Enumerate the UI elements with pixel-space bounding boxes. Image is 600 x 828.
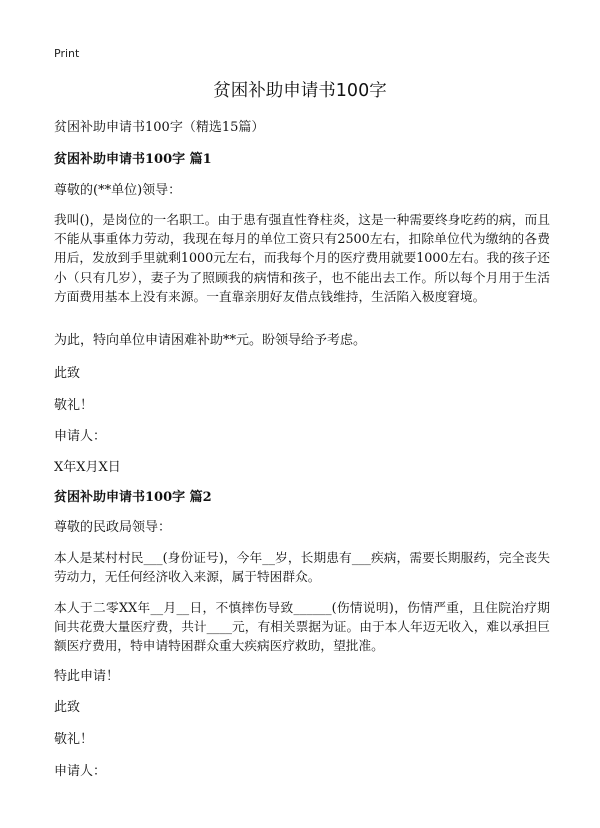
section-1-request: 为此，特向单位申请困难补助**元。盼领导给予考虑。 <box>54 333 367 348</box>
section-1-closing-1: 此致 <box>54 366 81 381</box>
section-1-salutation: 尊敬的(**单位)领导： <box>54 183 182 198</box>
page-title: 贫困补助申请书100字 <box>213 81 387 101</box>
section-2-body-2: 本人于二零XX年__月__日，不慎摔伤导致______(伤情说明)，伤情严重，且住院治疗期间共花费大量医疗费，共计____元，有相关票据为证。由于本人年迈无收入，难以承担巨额医疗费用，特申请特困群众重大疾病医疗救助，望批准。 <box>54 600 550 654</box>
section-2-applicant: 申请人： <box>54 764 107 779</box>
section-2-body-1: 本人是某村村民___(身份证号)，今年__岁，长期患有___疾病，需要长期服药，完全丧失劳动力，无任何经济收入来源，属于特困群众。 <box>54 550 550 585</box>
print-label[interactable]: Print <box>54 47 80 60</box>
section-1-heading: 贫困补助申请书100字 篇1 <box>54 152 212 167</box>
subtitle: 贫困补助申请书100字（精选15篇） <box>54 120 265 135</box>
section-1-date: X年X月X日 <box>54 460 121 475</box>
section-2-special: 特此申请！ <box>54 669 120 684</box>
section-2-salutation: 尊敬的民政局领导： <box>54 520 172 535</box>
section-2-heading: 贫困补助申请书100字 篇2 <box>54 490 212 505</box>
section-1-body: 我叫()，是岗位的一名职工。由于患有强直性脊柱炎，这是一种需要终身吃药的病，而且不能从事重体力劳动，我现在每月的单位工资只有2500左右，扣除单位代为缴纳的各费用后，发放到手里就剩1000元左右，而我每个月的医疗费用就要1000左右。我的孩子还小（只有几岁），妻子为了照顾我的病情和孩子，也不能出去工作。所以每个月用于生活方面费用基本上没有来源。一直靠亲朋好友借点钱维持，生活陷入极度窘境。 <box>54 212 550 304</box>
section-2-closing-1: 此致 <box>54 700 81 715</box>
section-1-applicant: 申请人： <box>54 429 107 444</box>
section-1-closing-2: 敬礼！ <box>54 398 94 413</box>
section-2-closing-2: 敬礼！ <box>54 732 94 747</box>
